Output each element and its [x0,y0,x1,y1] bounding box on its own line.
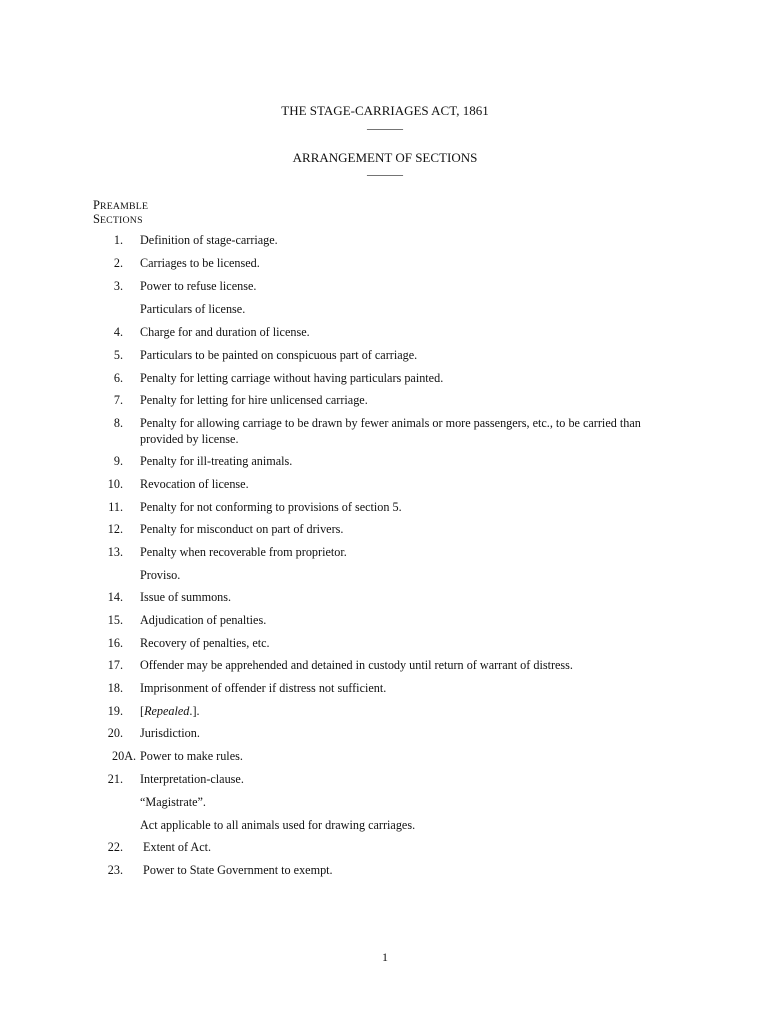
sections-rest: ECTIONS [99,215,143,226]
section-title: Particulars of license. [140,302,246,316]
section-number: 14. [107,590,123,604]
section-title: “Magistrate”. [140,795,206,809]
bracket-close: .]. [189,704,200,718]
section-number: 23. [107,863,123,877]
section-number: 5. [113,348,123,362]
section-number: 9. [113,454,123,468]
section-title: Recovery of penalties, etc. [140,636,270,650]
section-title: Adjudication of penalties. [140,613,267,627]
section-title: Penalty for ill-treating animals. [140,454,293,468]
section-number: 3. [113,279,123,293]
section-number: 4. [113,325,123,339]
act-title: THE STAGE-CARRIAGES ACT, 1861 [281,103,489,118]
section-title: Offender may be apprehended and detained in custody until return of warrant of distress. [140,658,573,672]
section-number: 1. [113,233,123,247]
preamble-initial: P [93,198,100,212]
section-title: Interpretation-clause. [140,772,244,786]
section-title: Power to refuse license. [140,279,257,293]
section-number: 2. [113,256,123,270]
section-number: 15. [107,613,123,627]
page-number: 1 [382,950,388,964]
section-number: 21. [107,772,123,786]
arrangement-heading: ARRANGEMENT OF SECTIONS [292,150,478,165]
section-number: 13. [107,545,123,559]
section-title: Charge for and duration of license. [140,325,310,339]
heading-separator: ——— [367,167,403,181]
repealed-text: Repealed [144,704,190,718]
section-number: 20. [107,726,123,740]
section-title: Penalty for allowing carriage to be drawn by fewer animals or more passengers, etc., to be carried than provided by license. [140,416,644,446]
section-number: 18. [107,681,123,695]
section-number: 6. [113,371,123,385]
section-title: Power to State Government to exempt. [140,863,333,877]
section-title: Revocation of license. [140,477,249,491]
section-number: 10. [107,477,123,491]
section-number: 19. [107,704,123,718]
section-title: Penalty for misconduct on part of drivers. [140,522,344,536]
sections-initial: S [93,212,100,226]
section-title: Jurisdiction. [140,726,200,740]
section-title: Act applicable to all animals used for drawing carriages. [140,818,416,832]
section-number: 7. [113,393,123,407]
section-title: Penalty for not conforming to provisions of section 5. [140,500,402,514]
section-number: 12. [107,522,123,536]
section-title: Definition of stage-carriage. [140,233,278,247]
section-title: Proviso. [140,568,181,582]
section-number: 22. [107,840,123,854]
section-number: 11. [108,500,123,514]
section-title: Extent of Act. [140,840,212,854]
section-title: Imprisonment of offender if distress not sufficient. [140,681,387,695]
section-title: Penalty when recoverable from proprietor. [140,545,347,559]
section-number: 20A. [112,749,137,763]
sections-label [93,212,143,227]
section-title: Penalty for letting carriage without having particulars painted. [140,371,444,385]
title-separator: ——— [367,121,403,135]
section-title: Particulars to be painted on conspicuous part of carriage. [140,348,418,362]
section-number: 16. [107,636,123,650]
section-title: Penalty for letting for hire unlicensed carriage. [140,393,368,407]
section-title: Carriages to be licensed. [140,256,260,270]
section-title: Issue of summons. [140,590,232,604]
preamble-label [93,198,148,213]
section-number: 17. [107,658,123,672]
bracket-open: [ [140,704,145,718]
section-number: 8. [113,416,123,430]
section-title [140,704,660,720]
section-title: Power to make rules. [140,749,243,763]
preamble-rest: REAMBLE [99,201,149,212]
